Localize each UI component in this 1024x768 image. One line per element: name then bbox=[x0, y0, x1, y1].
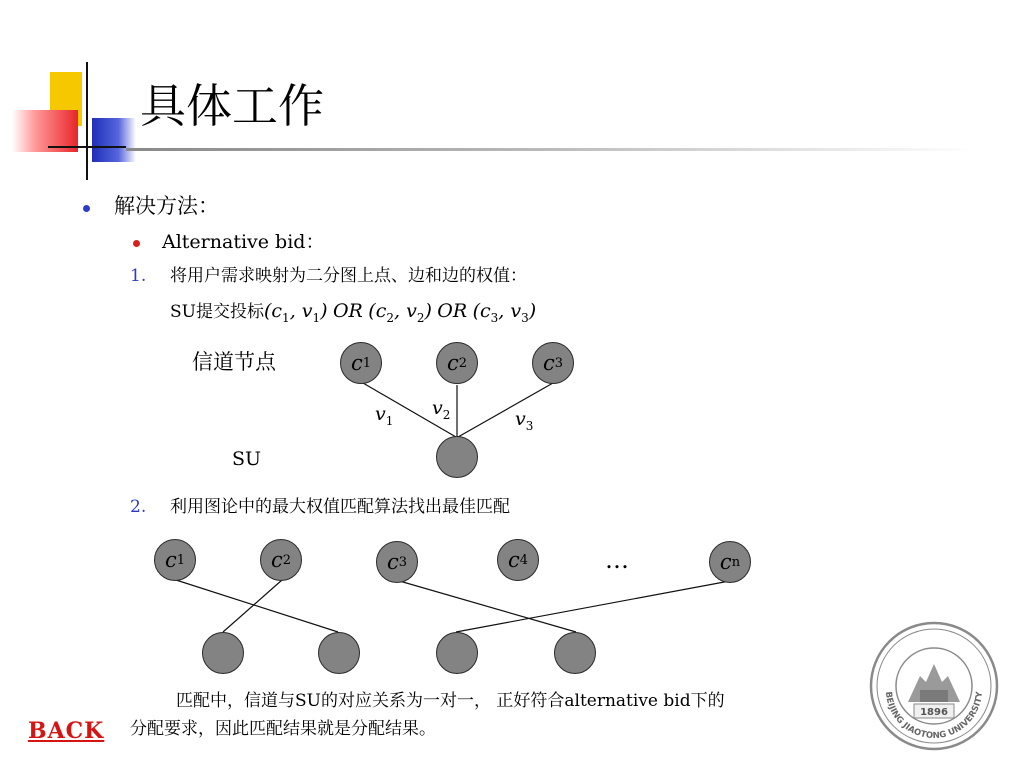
step-1-text: 将用户需求映射为二分图上点、边和边的权值： bbox=[170, 266, 527, 286]
or-keyword: OR bbox=[437, 300, 468, 322]
edge-weight-v1: $v_1$ bbox=[375, 403, 394, 428]
bid-pair-1: ($c_1$, $v_1$) bbox=[263, 300, 328, 325]
page-title: 具体工作 bbox=[140, 79, 324, 133]
seal-name: BEIJING JIAOTONG UNIVERSITY bbox=[882, 691, 986, 742]
university-seal-icon bbox=[868, 620, 1000, 752]
bullet-solution-method: 解决方法： bbox=[114, 194, 219, 218]
edge-match-c2 bbox=[223, 580, 282, 632]
edge-match-c3 bbox=[396, 580, 576, 632]
match-su-node-4 bbox=[554, 632, 596, 674]
step-2-text: 利用图论中的最大权值匹配算法找出最佳匹配 bbox=[170, 497, 510, 517]
match-su-node-1 bbox=[202, 632, 244, 674]
channel-node-c1: c 1 bbox=[340, 342, 382, 384]
match-channel-node-cn: c n bbox=[709, 541, 751, 583]
back-button[interactable]: BACK bbox=[28, 718, 105, 744]
edge-c3-su bbox=[458, 383, 553, 437]
su-node-label: SU bbox=[232, 448, 262, 470]
edge-weight-v2: $v_2$ bbox=[432, 397, 451, 422]
edge-match-c1 bbox=[176, 580, 338, 632]
su-node bbox=[436, 436, 478, 478]
bid-formula-prefix: SU提交投标 bbox=[170, 302, 264, 322]
channel-node-c3: c 3 bbox=[532, 342, 574, 384]
seal-year: 1896 bbox=[920, 707, 948, 718]
match-channel-node-c3: c 3 bbox=[376, 541, 418, 583]
match-channel-node-c4: c 4 bbox=[497, 539, 539, 581]
ellipsis-label: … bbox=[605, 546, 629, 574]
or-keyword: OR bbox=[332, 300, 363, 322]
caption-line-1: 匹配中，信道与SU的对应关系为一对一， 正好符合alternative bid下的 bbox=[176, 691, 725, 711]
step-1-number: 1. bbox=[130, 266, 147, 286]
match-su-node-3 bbox=[436, 632, 478, 674]
edge-weight-v3: $v_3$ bbox=[515, 408, 534, 433]
bid-pair-3: ($c_3$, $v_3$) bbox=[472, 300, 537, 325]
bullet-alternative-bid: Alternative bid： bbox=[162, 231, 325, 253]
channel-node-c2: c 2 bbox=[436, 342, 478, 384]
match-channel-node-c2: c 2 bbox=[260, 539, 302, 581]
caption-line-2: 分配要求，因此匹配结果就是分配结果。 bbox=[130, 719, 436, 739]
match-su-node-2 bbox=[318, 632, 360, 674]
bid-pair-2: ($c_2$, $v_2$) bbox=[368, 300, 432, 325]
edge-match-cn bbox=[456, 580, 735, 632]
step-2-number: 2. bbox=[130, 497, 147, 517]
match-channel-node-c1: c 1 bbox=[154, 539, 196, 581]
channel-nodes-label: 信道节点 bbox=[192, 350, 276, 374]
